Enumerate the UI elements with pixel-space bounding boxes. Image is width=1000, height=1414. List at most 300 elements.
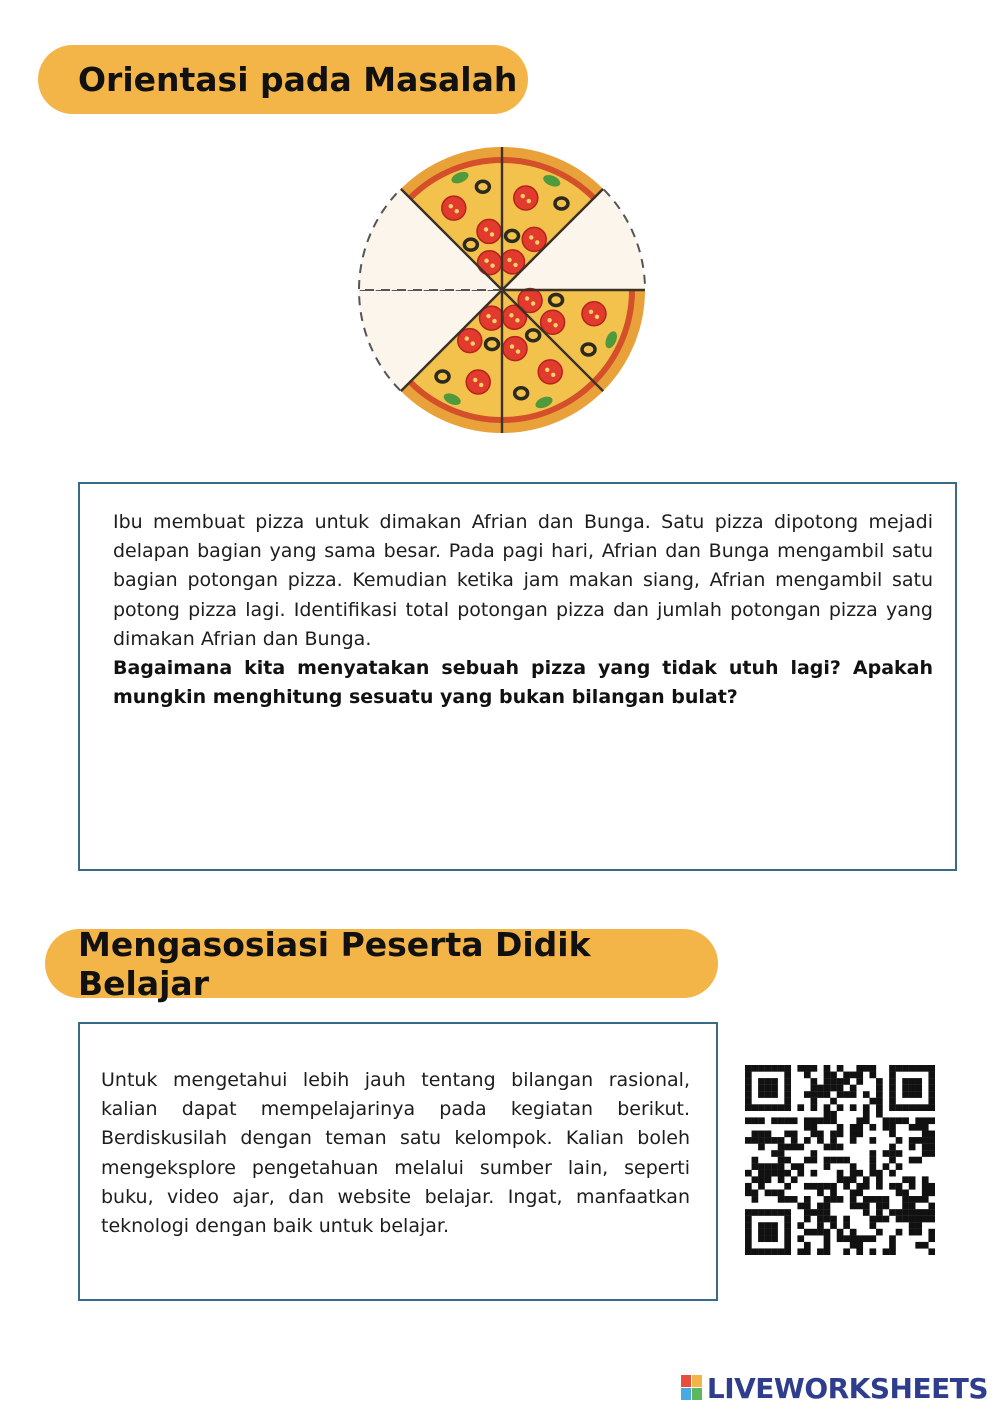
qr-module bbox=[784, 1104, 791, 1111]
qr-module bbox=[863, 1111, 870, 1118]
qr-module bbox=[915, 1209, 922, 1216]
qr-module bbox=[758, 1176, 765, 1183]
qr-module bbox=[778, 1189, 785, 1196]
qr-module bbox=[902, 1091, 909, 1098]
qr-module bbox=[830, 1222, 837, 1229]
qr-module bbox=[922, 1117, 929, 1124]
qr-module bbox=[745, 1242, 752, 1249]
qr-module bbox=[817, 1131, 824, 1138]
qr-module bbox=[837, 1170, 844, 1177]
qr-module bbox=[869, 1137, 876, 1144]
qr-module bbox=[843, 1222, 850, 1229]
qr-module bbox=[850, 1170, 857, 1177]
qr-module bbox=[889, 1170, 896, 1177]
tomato-seed bbox=[510, 344, 514, 348]
qr-module bbox=[896, 1163, 903, 1170]
qr-module bbox=[876, 1104, 883, 1111]
qr-module bbox=[883, 1150, 890, 1157]
qr-module bbox=[837, 1131, 844, 1138]
qr-module bbox=[771, 1222, 778, 1229]
tomato-seed bbox=[547, 318, 551, 322]
qr-module bbox=[837, 1124, 844, 1131]
qr-module bbox=[791, 1176, 798, 1183]
tomato-seed bbox=[515, 318, 519, 322]
qr-module bbox=[804, 1137, 811, 1144]
qr-module bbox=[928, 1104, 935, 1111]
qr-module bbox=[778, 1248, 785, 1255]
qr-module bbox=[863, 1091, 870, 1098]
qr-module bbox=[784, 1170, 791, 1177]
qr-module bbox=[817, 1137, 824, 1144]
qr-module bbox=[850, 1131, 857, 1138]
qr-module bbox=[850, 1189, 857, 1196]
qr-module bbox=[869, 1248, 876, 1255]
qr-module bbox=[804, 1117, 811, 1124]
qr-module bbox=[791, 1131, 798, 1138]
qr-module bbox=[909, 1196, 916, 1203]
qr-module bbox=[824, 1183, 831, 1190]
qr-module bbox=[837, 1176, 844, 1183]
qr-module bbox=[797, 1235, 804, 1242]
qr-module bbox=[797, 1248, 804, 1255]
qr-module bbox=[856, 1203, 863, 1210]
brand-name: LIVEWORKSHEETS bbox=[706, 1371, 988, 1405]
qr-module bbox=[922, 1137, 929, 1144]
qr-module bbox=[889, 1065, 896, 1072]
qr-module bbox=[758, 1091, 765, 1098]
qr-module bbox=[869, 1196, 876, 1203]
qr-module bbox=[811, 1085, 818, 1092]
qr-module bbox=[863, 1203, 870, 1210]
qr-module bbox=[791, 1163, 798, 1170]
qr-module bbox=[784, 1248, 791, 1255]
qr-module bbox=[817, 1117, 824, 1124]
qr-module bbox=[784, 1131, 791, 1138]
qr-module bbox=[869, 1072, 876, 1079]
qr-module bbox=[922, 1131, 929, 1138]
qr-module bbox=[797, 1163, 804, 1170]
qr-module bbox=[817, 1085, 824, 1092]
qr-module bbox=[902, 1078, 909, 1085]
qr-module bbox=[824, 1085, 831, 1092]
qr-module bbox=[837, 1085, 844, 1092]
qr-module bbox=[915, 1216, 922, 1223]
qr-module bbox=[902, 1189, 909, 1196]
qr-module bbox=[896, 1229, 903, 1236]
tomato-seed bbox=[589, 310, 593, 314]
qr-module bbox=[765, 1131, 772, 1138]
qr-module bbox=[804, 1072, 811, 1079]
qr-module bbox=[896, 1065, 903, 1072]
qr-module bbox=[830, 1072, 837, 1079]
qr-module bbox=[778, 1157, 785, 1164]
qr-module bbox=[811, 1104, 818, 1111]
qr-module bbox=[876, 1196, 883, 1203]
qr-module bbox=[758, 1183, 765, 1190]
qr-module bbox=[928, 1248, 935, 1255]
qr-module bbox=[771, 1189, 778, 1196]
qr-module bbox=[824, 1216, 831, 1223]
qr-module bbox=[804, 1216, 811, 1223]
qr-module bbox=[758, 1222, 765, 1229]
qr-module bbox=[856, 1072, 863, 1079]
qr-module bbox=[811, 1150, 818, 1157]
qr-module bbox=[771, 1163, 778, 1170]
qr-module bbox=[752, 1209, 759, 1216]
qr-module bbox=[869, 1124, 876, 1131]
tomato-seed bbox=[531, 301, 535, 305]
qr-module bbox=[850, 1072, 857, 1079]
tomato-slice bbox=[442, 196, 466, 220]
qr-module bbox=[889, 1098, 896, 1105]
qr-module bbox=[791, 1137, 798, 1144]
qr-module bbox=[804, 1157, 811, 1164]
qr-module bbox=[928, 1091, 935, 1098]
tomato-seed bbox=[529, 235, 533, 239]
qr-module bbox=[784, 1235, 791, 1242]
qr-module bbox=[817, 1248, 824, 1255]
problem-paragraph: Ibu membuat pizza untuk dimakan Afrian dan Bunga. Satu pizza dipotong mejadi delapan bagian yang sama besar. Pada pagi hari, Afrian dan Bunga mengambil satu bagian potongan pizza. Kemudian ketika jam makan siang, Afrian mengambil satu potong pizza lagi. Identifikasi total potongan pizza dan jumlah potongan pizza yang dimakan Afrian dan Bunga. bbox=[113, 511, 933, 650]
qr-module bbox=[824, 1163, 831, 1170]
qr-module bbox=[922, 1176, 929, 1183]
qr-module bbox=[928, 1137, 935, 1144]
qr-module bbox=[928, 1098, 935, 1105]
qr-module bbox=[784, 1144, 791, 1151]
tomato-slice bbox=[466, 370, 490, 394]
qr-module bbox=[824, 1209, 831, 1216]
qr-module bbox=[830, 1196, 837, 1203]
qr-module bbox=[837, 1229, 844, 1236]
tomato-slice bbox=[582, 302, 606, 326]
qr-module bbox=[856, 1183, 863, 1190]
qr-module bbox=[758, 1235, 765, 1242]
qr-module bbox=[771, 1248, 778, 1255]
qr-module bbox=[771, 1104, 778, 1111]
qr-module bbox=[804, 1091, 811, 1098]
qr-module bbox=[896, 1137, 903, 1144]
qr-module bbox=[811, 1170, 818, 1177]
tomato-seed bbox=[516, 349, 520, 353]
tomato-seed bbox=[545, 368, 549, 372]
qr-module bbox=[758, 1085, 765, 1092]
qr-module bbox=[922, 1209, 929, 1216]
qr-module bbox=[896, 1150, 903, 1157]
qr-module bbox=[922, 1104, 929, 1111]
qr-module bbox=[876, 1170, 883, 1177]
qr-module bbox=[883, 1124, 890, 1131]
qr-module bbox=[797, 1170, 804, 1177]
qr-module bbox=[928, 1078, 935, 1085]
qr-module bbox=[758, 1117, 765, 1124]
qr-module bbox=[909, 1137, 916, 1144]
qr-module bbox=[797, 1144, 804, 1151]
tomato-seed bbox=[479, 383, 483, 387]
qr-module bbox=[902, 1203, 909, 1210]
qr-module bbox=[797, 1104, 804, 1111]
qr-module bbox=[876, 1209, 883, 1216]
tomato-seed bbox=[595, 315, 599, 319]
qr-module bbox=[824, 1072, 831, 1079]
qr-module bbox=[928, 1085, 935, 1092]
qr-module bbox=[928, 1216, 935, 1223]
qr-module bbox=[896, 1183, 903, 1190]
qr-module bbox=[837, 1078, 844, 1085]
qr-module bbox=[915, 1078, 922, 1085]
qr-module bbox=[889, 1085, 896, 1092]
qr-module bbox=[797, 1065, 804, 1072]
qr-module bbox=[876, 1098, 883, 1105]
tomato-seed bbox=[455, 209, 459, 213]
qr-module bbox=[824, 1078, 831, 1085]
qr-module bbox=[856, 1235, 863, 1242]
qr-module bbox=[745, 1229, 752, 1236]
qr-module bbox=[745, 1248, 752, 1255]
qr-module bbox=[824, 1196, 831, 1203]
qr-module bbox=[863, 1065, 870, 1072]
qr-module bbox=[758, 1078, 765, 1085]
qr-module bbox=[830, 1137, 837, 1144]
qr-module bbox=[804, 1203, 811, 1210]
qr-module bbox=[928, 1183, 935, 1190]
qr-module bbox=[850, 1203, 857, 1210]
qr-module bbox=[909, 1144, 916, 1151]
qr-module bbox=[778, 1170, 785, 1177]
tomato-seed bbox=[492, 319, 496, 323]
qr-module bbox=[752, 1248, 759, 1255]
qr-module bbox=[830, 1085, 837, 1092]
qr-module bbox=[791, 1117, 798, 1124]
qr-module bbox=[804, 1183, 811, 1190]
section-title-text: Orientasi pada Masalah bbox=[78, 60, 518, 99]
qr-module bbox=[745, 1137, 752, 1144]
qr-module bbox=[869, 1150, 876, 1157]
qr-module bbox=[778, 1065, 785, 1072]
qr-module bbox=[778, 1117, 785, 1124]
qr-module bbox=[876, 1111, 883, 1118]
qr-module bbox=[876, 1085, 883, 1092]
qr-module bbox=[928, 1203, 935, 1210]
qr-module bbox=[752, 1065, 759, 1072]
qr-module bbox=[876, 1078, 883, 1085]
qr-module bbox=[765, 1209, 772, 1216]
qr-module bbox=[745, 1117, 752, 1124]
qr-module bbox=[765, 1235, 772, 1242]
tomato-seed bbox=[490, 264, 494, 268]
qr-module bbox=[856, 1131, 863, 1138]
qr-module bbox=[889, 1124, 896, 1131]
qr-module bbox=[830, 1144, 837, 1151]
pizza-cut-lines bbox=[359, 147, 645, 433]
qr-module bbox=[745, 1072, 752, 1079]
qr-module bbox=[843, 1235, 850, 1242]
qr-module bbox=[869, 1235, 876, 1242]
qr-module bbox=[909, 1104, 916, 1111]
qr-module bbox=[811, 1124, 818, 1131]
qr-module bbox=[843, 1078, 850, 1085]
qr-module bbox=[902, 1065, 909, 1072]
qr-module bbox=[869, 1170, 876, 1177]
qr-module bbox=[824, 1144, 831, 1151]
qr-module bbox=[863, 1104, 870, 1111]
tomato-slice bbox=[514, 186, 538, 210]
qr-module bbox=[863, 1117, 870, 1124]
qr-module bbox=[765, 1176, 772, 1183]
section-title-text: Mengasosiasi Peserta Didik Belajar bbox=[78, 924, 591, 1003]
tomato-seed bbox=[471, 341, 475, 345]
qr-module bbox=[850, 1196, 857, 1203]
tomato-seed bbox=[525, 296, 529, 300]
qr-module bbox=[889, 1235, 896, 1242]
qr-module bbox=[876, 1183, 883, 1190]
qr-module bbox=[784, 1157, 791, 1164]
qr-module bbox=[765, 1065, 772, 1072]
qr-module bbox=[765, 1091, 772, 1098]
qr-module bbox=[765, 1085, 772, 1092]
qr-module bbox=[765, 1104, 772, 1111]
qr-module bbox=[856, 1117, 863, 1124]
qr-module bbox=[784, 1078, 791, 1085]
qr-module bbox=[837, 1091, 844, 1098]
qr-module bbox=[784, 1117, 791, 1124]
qr-module bbox=[902, 1176, 909, 1183]
qr-module bbox=[752, 1131, 759, 1138]
qr-module bbox=[752, 1196, 759, 1203]
qr-module bbox=[922, 1150, 929, 1157]
tomato-seed bbox=[513, 263, 517, 267]
qr-module bbox=[745, 1091, 752, 1098]
qr-module bbox=[909, 1222, 916, 1229]
qr-module bbox=[856, 1189, 863, 1196]
qr-module bbox=[869, 1216, 876, 1223]
qr-module bbox=[765, 1163, 772, 1170]
qr-module bbox=[896, 1216, 903, 1223]
qr-module bbox=[758, 1209, 765, 1216]
qr-module bbox=[883, 1203, 890, 1210]
qr-module bbox=[771, 1085, 778, 1092]
qr-module bbox=[817, 1203, 824, 1210]
qr-module bbox=[745, 1222, 752, 1229]
qr-module bbox=[876, 1229, 883, 1236]
qr-module bbox=[752, 1137, 759, 1144]
qr-module bbox=[850, 1242, 857, 1249]
qr-module bbox=[869, 1065, 876, 1072]
qr-module bbox=[804, 1209, 811, 1216]
qr-module bbox=[909, 1209, 916, 1216]
qr-module bbox=[850, 1124, 857, 1131]
qr-module bbox=[778, 1196, 785, 1203]
qr-module bbox=[876, 1091, 883, 1098]
qr-module bbox=[850, 1163, 857, 1170]
qr-module bbox=[817, 1183, 824, 1190]
qr-module bbox=[843, 1248, 850, 1255]
qr-module bbox=[791, 1144, 798, 1151]
qr-module bbox=[856, 1170, 863, 1177]
qr-module bbox=[811, 1117, 818, 1124]
qr-code-icon[interactable] bbox=[745, 1065, 935, 1255]
qr-module bbox=[752, 1104, 759, 1111]
qr-module bbox=[922, 1065, 929, 1072]
tomato-seed bbox=[509, 313, 513, 317]
tomato-slice bbox=[538, 360, 562, 384]
qr-module bbox=[889, 1183, 896, 1190]
qr-module bbox=[856, 1065, 863, 1072]
qr-module bbox=[902, 1117, 909, 1124]
qr-module bbox=[765, 1248, 772, 1255]
qr-module bbox=[758, 1229, 765, 1236]
qr-module bbox=[928, 1150, 935, 1157]
qr-module bbox=[889, 1117, 896, 1124]
tomato-seed bbox=[527, 199, 531, 203]
qr-module bbox=[817, 1216, 824, 1223]
qr-module bbox=[784, 1091, 791, 1098]
qr-module bbox=[771, 1091, 778, 1098]
qr-module bbox=[909, 1203, 916, 1210]
qr-module bbox=[784, 1072, 791, 1079]
qr-module bbox=[896, 1117, 903, 1124]
qr-module bbox=[778, 1144, 785, 1151]
qr-module bbox=[843, 1183, 850, 1190]
tomato-slice bbox=[502, 305, 526, 329]
tomato-seed bbox=[535, 240, 539, 244]
qr-module bbox=[869, 1222, 876, 1229]
qr-module bbox=[850, 1176, 857, 1183]
qr-module bbox=[745, 1104, 752, 1111]
qr-module bbox=[889, 1248, 896, 1255]
qr-module bbox=[765, 1137, 772, 1144]
qr-module bbox=[902, 1216, 909, 1223]
qr-module bbox=[771, 1209, 778, 1216]
qr-module bbox=[889, 1078, 896, 1085]
qr-module bbox=[922, 1144, 929, 1151]
qr-module bbox=[928, 1144, 935, 1151]
tomato-seed bbox=[473, 378, 477, 382]
qr-module bbox=[784, 1216, 791, 1223]
qr-module bbox=[811, 1098, 818, 1105]
qr-module bbox=[837, 1104, 844, 1111]
qr-module bbox=[909, 1229, 916, 1236]
qr-module bbox=[752, 1157, 759, 1164]
qr-module bbox=[824, 1229, 831, 1236]
qr-module bbox=[909, 1091, 916, 1098]
qr-module bbox=[830, 1157, 837, 1164]
qr-module bbox=[850, 1137, 857, 1144]
qr-module bbox=[915, 1065, 922, 1072]
qr-module bbox=[883, 1163, 890, 1170]
qr-module bbox=[778, 1150, 785, 1157]
qr-module bbox=[745, 1235, 752, 1242]
qr-module bbox=[915, 1196, 922, 1203]
qr-module bbox=[811, 1229, 818, 1236]
tomato-seed bbox=[551, 373, 555, 377]
section-title-orientasi bbox=[38, 45, 528, 114]
tomato-seed bbox=[486, 314, 490, 318]
qr-module bbox=[752, 1117, 759, 1124]
qr-module bbox=[797, 1222, 804, 1229]
qr-module bbox=[928, 1229, 935, 1236]
tomato-seed bbox=[507, 258, 511, 262]
qr-module bbox=[869, 1157, 876, 1164]
qr-module bbox=[830, 1078, 837, 1085]
qr-module bbox=[896, 1104, 903, 1111]
qr-module bbox=[869, 1163, 876, 1170]
qr-module bbox=[765, 1229, 772, 1236]
qr-module bbox=[928, 1131, 935, 1138]
qr-module bbox=[883, 1248, 890, 1255]
qr-module bbox=[811, 1209, 818, 1216]
qr-module bbox=[909, 1085, 916, 1092]
qr-module bbox=[811, 1183, 818, 1190]
tomato-seed bbox=[449, 204, 453, 208]
